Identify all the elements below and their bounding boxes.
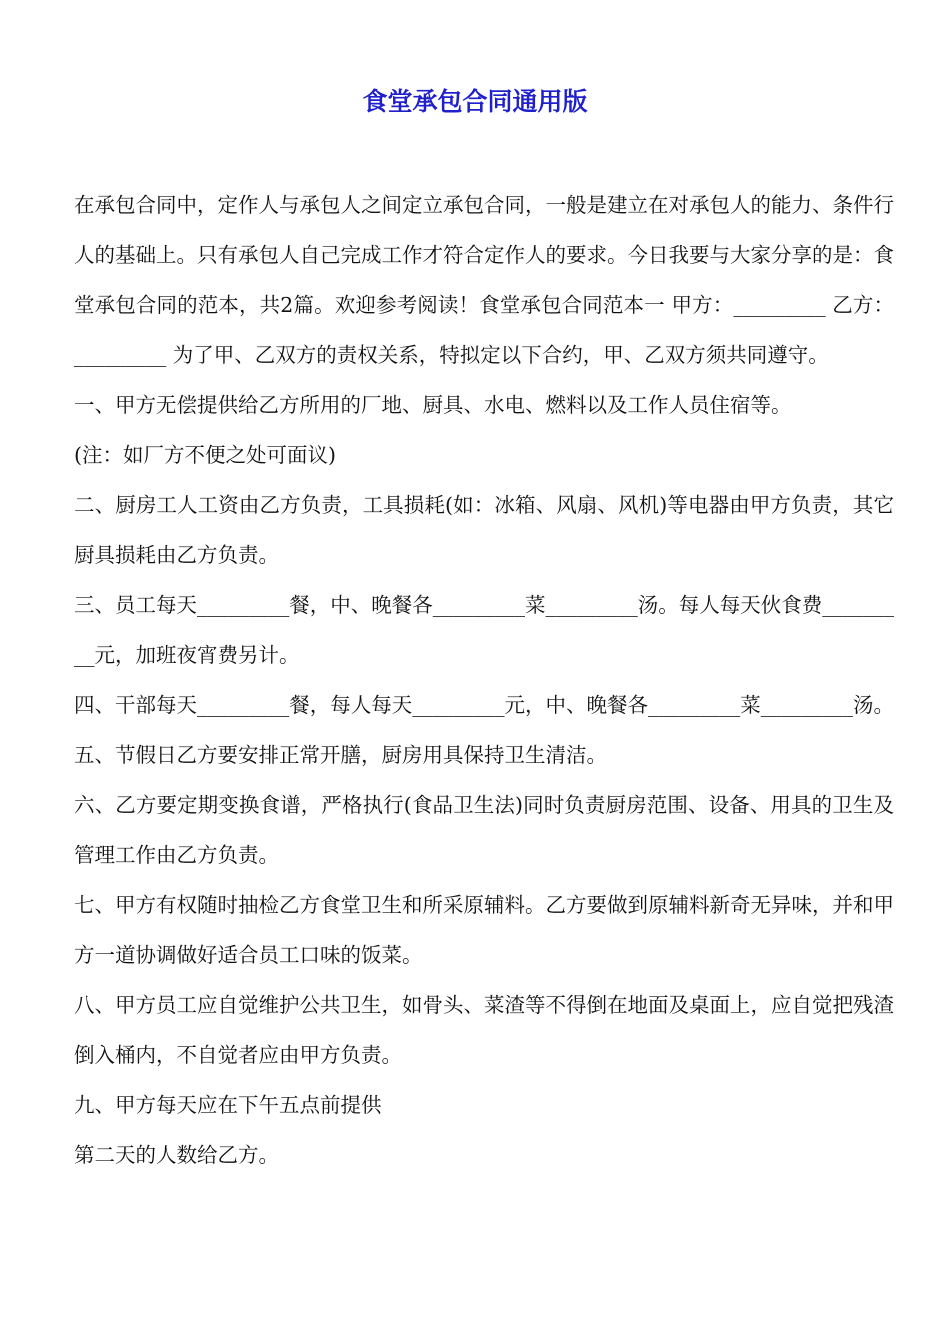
intro-paragraph: 在承包合同中，定作人与承包人之间定立承包合同，一般是建立在对承包人的能力、条件行人的基础上。只有承包人自己完成工作才符合定作人的要求。今日我要与大家分享的是：食堂承包合同的范本，共2篇。欢迎参考阅读！食堂承包合同范本一 甲方：_________ 乙方：_________ 为了甲、乙双方的责权关系，特拟定以下合约，甲、乙双方须共同遵守。 <box>74 193 894 367</box>
clause-1: 一、甲方无偿提供给乙方所用的厂地、厨具、水电、燃料以及工作人员住宿等。 <box>74 393 792 417</box>
clause-7: 七、甲方有权随时抽检乙方食堂卫生和所采原辅料。乙方要做到原辅料新奇无异味，并和甲方一道协调做好适合员工口味的饭菜。 <box>74 893 894 967</box>
clause-3: 三、员工每天_________餐，中、晚餐各_________菜_________汤。每人每天伙食费_________元，加班夜宵费另计。 <box>74 593 894 667</box>
clause-5: 五、节假日乙方要安排正常开膳，厨房用具保持卫生清洁。 <box>74 743 607 767</box>
document-body <box>74 180 894 1180</box>
clause-8: 八、甲方员工应自觉维护公共卫生，如骨头、菜渣等不得倒在地面及桌面上，应自觉把残渣倒入桶内，不自觉者应由甲方负责。 <box>74 993 894 1067</box>
clause-9: 九、甲方每天应在下午五点前提供 <box>74 1093 382 1117</box>
document-title: 食堂承包合同通用版 <box>362 87 588 116</box>
clause-2: 二、厨房工人工资由乙方负责，工具损耗(如：冰箱、风扇、风机)等电器由甲方负责，其它厨具损耗由乙方负责。 <box>74 493 894 567</box>
clause-1-note: (注：如厂方不便之处可面议) <box>74 443 336 467</box>
clause-9-continued: 第二天的人数给乙方。 <box>74 1143 279 1167</box>
clause-6: 六、乙方要定期变换食谱，严格执行(食品卫生法)同时负责厨房范围、设备、用具的卫生及管理工作由乙方负责。 <box>74 793 894 867</box>
clause-4: 四、干部每天_________餐，每人每天_________元，中、晚餐各_________菜_________汤。 <box>74 693 894 717</box>
